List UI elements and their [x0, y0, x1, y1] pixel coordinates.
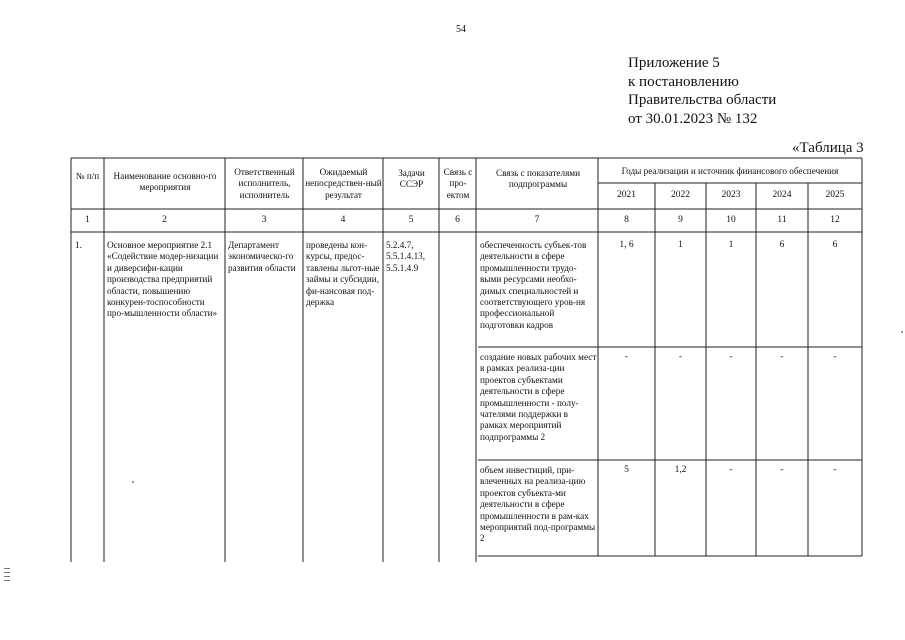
column-number-4: 4 — [340, 215, 346, 225]
column-number-10: 10 — [726, 215, 736, 225]
row-num: 1. — [75, 240, 82, 250]
header-year-2023: 2023 — [721, 190, 741, 200]
row-name: Основное мероприятие 2.1 «Содействие модер-низации и диверсифи-кации производства предприятий области, повышению конкурен-тоспособности про-мышленности области» — [107, 240, 219, 319]
column-number-8: 8 — [624, 215, 629, 225]
header-responsible: Ответственный исполнитель, исполнитель — [234, 167, 295, 200]
header-link-indicators: Связь с показателями подпрограммы — [495, 168, 581, 190]
row-tasks: 5.2.4.7, 5.5.1.4.13, 5.5.1.4.9 — [386, 240, 426, 273]
appendix-line-1: Приложение 5 — [628, 55, 720, 71]
appendix-line-2: к постановлению — [628, 73, 739, 90]
header-name: Наименование основно-го мероприятия — [113, 171, 217, 193]
column-number-9: 9 — [678, 215, 683, 225]
indicator-3-value-2022: 1,2 — [674, 465, 687, 475]
row-responsible: Департамент экономическо-го развития области — [228, 240, 296, 273]
scan-margin-mark — [4, 568, 10, 584]
page-number: 54 — [456, 24, 466, 35]
indicator-2-value-2024: - — [780, 352, 784, 362]
column-number-6: 6 — [455, 215, 460, 225]
appendix-line-3: Правительства области — [628, 92, 777, 108]
indicator-1-text: обеспеченность субъек-тов деятельности в сфере промышленности трудо-выми ресурсами необхо-димых специальностей и соответствующего уров-ня профессиональной подготовки кадров — [480, 240, 587, 330]
column-number-11: 11 — [777, 215, 787, 225]
scan-dot — [132, 481, 134, 483]
scan-dot — [901, 331, 903, 333]
header-year-2024: 2024 — [772, 190, 792, 200]
column-number-1: 1 — [85, 215, 90, 225]
header-result: Ожидаемый непосредствен-ный результат — [305, 167, 382, 200]
indicator-1-value-2022: 1 — [678, 240, 683, 250]
indicator-2-value-2023: - — [729, 352, 733, 362]
indicator-1-value-2025: 6 — [832, 240, 838, 250]
indicator-2-value-2025: - — [833, 352, 837, 362]
indicator-3-value-2023: - — [729, 465, 733, 475]
indicator-1-value-2023: 1 — [728, 240, 734, 250]
indicator-3-value-2025: - — [833, 465, 837, 475]
column-number-3: 3 — [261, 215, 267, 225]
table-label: «Таблица 3 — [792, 140, 864, 156]
indicator-3-value-2021: 5 — [624, 465, 629, 475]
header-link-project: Связь с про-ектом — [443, 167, 473, 200]
header-years-group: Годы реализации и источник финансового обеспечения — [621, 166, 839, 176]
header-tasks: Задачи ССЭР — [398, 168, 425, 190]
column-number-5: 5 — [408, 215, 414, 225]
indicator-1-value-2021: 1, 6 — [619, 240, 634, 250]
row-result: проведены кон-курсы, предос-тавлены льгот-ные займы и субсидии, фи-нансовая под-держка — [306, 240, 380, 308]
column-number-7: 7 — [534, 215, 540, 225]
header-num: № п/п — [75, 171, 100, 181]
indicator-2-text: создание новых рабочих мест в рамках реализа-ции проектов субъектами деятельности в сфере промышленности - полу-чателями поддержки в рамках мероприятий подпрограммы 2 — [480, 352, 597, 442]
header-year-2025: 2025 — [825, 190, 845, 200]
appendix-line-4: от 30.01.2023 № 132 — [628, 110, 758, 127]
indicator-2-value-2022: - — [678, 352, 683, 362]
indicator-3-text: объем инвестиций, при-влеченных на реализа-цию проектов субъекта-ми деятельности в сфере промышленности в рам-ках мероприятий под-программы 2 — [480, 465, 596, 544]
indicator-2-value-2021: - — [624, 352, 629, 362]
column-number-12: 12 — [830, 215, 840, 225]
appendix-header — [628, 54, 776, 128]
header-year-2022: 2022 — [671, 190, 690, 200]
indicator-3-value-2024: - — [780, 465, 784, 475]
indicator-1-value-2024: 6 — [779, 240, 785, 250]
header-year-2021: 2021 — [617, 190, 636, 200]
column-number-2: 2 — [162, 215, 167, 225]
